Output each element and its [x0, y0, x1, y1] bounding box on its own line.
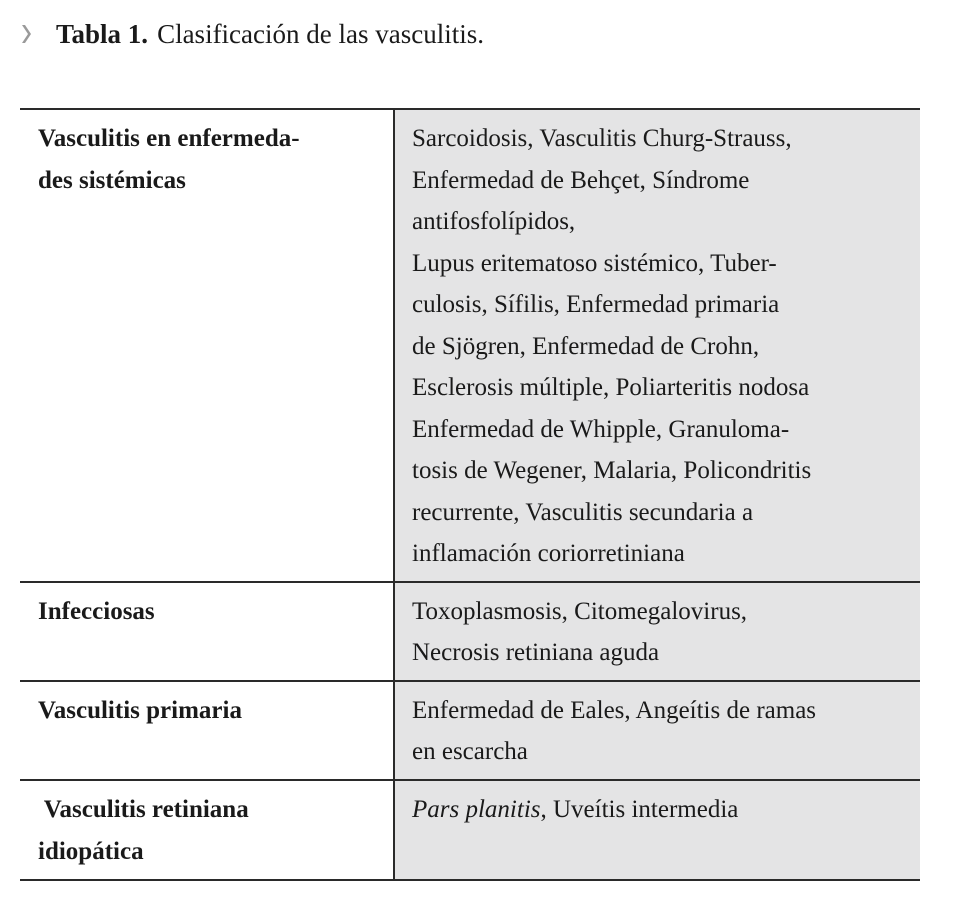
- description-line: Esclerosis múltiple, Poliarteritis nodosa: [412, 374, 810, 401]
- description-line: [412, 789, 910, 831]
- description-line: Sarcoidosis, Vasculitis Churg-Strauss,: [412, 125, 792, 152]
- table-caption: [20, 14, 484, 54]
- description-line: Lupus eritematoso sistémico, Tuber-: [412, 249, 777, 277]
- caption-text: Clasificación de las vasculitis.: [157, 18, 484, 49]
- category-line: Vasculitis primaria: [38, 696, 242, 724]
- description-line: Toxoplasmosis, Citomegalovirus,: [412, 597, 748, 625]
- description-line: culosis, Sífilis, Enfermedad primaria: [412, 291, 780, 318]
- category-line: Vasculitis en enfermeda-: [38, 125, 300, 152]
- category-cell: [20, 582, 394, 681]
- description-italic: Pars planitis: [412, 795, 541, 823]
- description-line: tosis de Wegener, Malaria, Policondritis: [412, 457, 812, 484]
- category-line: des sistémicas: [38, 167, 186, 194]
- description-line: Enfermedad de Whipple, Granuloma-: [412, 415, 790, 443]
- category-line: Vasculitis retiniana: [38, 795, 249, 823]
- description-cell: [394, 582, 920, 681]
- caption-marker-icon: [20, 24, 34, 44]
- description-line: en escarcha: [412, 738, 528, 765]
- description-line: antifosfolípidos,: [412, 208, 576, 235]
- description-line: Necrosis retiniana aguda: [412, 639, 660, 666]
- caption-label: Tabla 1.: [56, 18, 149, 49]
- category-line: idiopática: [38, 837, 144, 865]
- category-line: Infecciosas: [38, 597, 155, 625]
- category-cell: [20, 681, 394, 780]
- description-rest: , Uveítis intermedia: [540, 795, 739, 823]
- category-cell: [20, 109, 394, 582]
- table-row: [20, 780, 920, 880]
- description-line: inflamación coriorretiniana: [412, 540, 685, 567]
- description-line: Enfermedad de Eales, Angeítis de ramas: [412, 696, 817, 724]
- table-row: [20, 582, 920, 681]
- description-line: Enfermedad de Behçet, Síndrome: [412, 166, 750, 194]
- classification-table: [20, 108, 920, 881]
- description-cell: [394, 681, 920, 780]
- table-row: [20, 681, 920, 780]
- category-cell: [20, 780, 394, 880]
- description-line: recurrente, Vasculitis secundaria a: [412, 498, 754, 526]
- description-line: de Sjögren, Enfermedad de Crohn,: [412, 332, 760, 360]
- table-row: [20, 109, 920, 582]
- description-cell: [394, 780, 920, 880]
- description-cell: [394, 109, 920, 582]
